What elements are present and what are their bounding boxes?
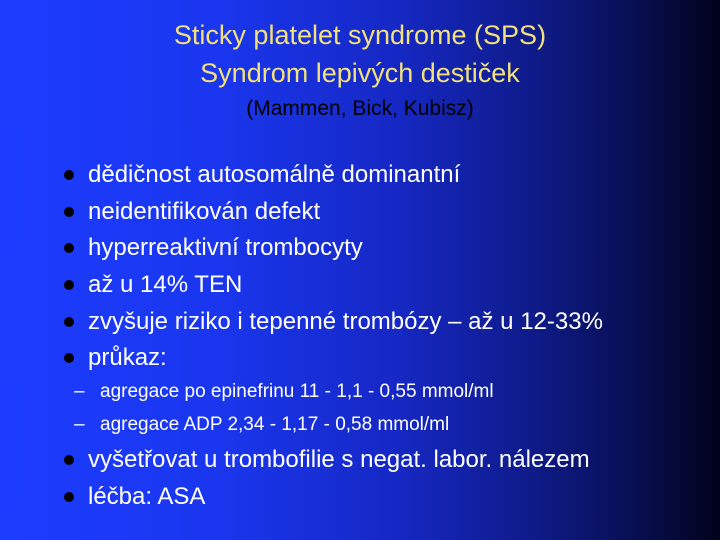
bullet-icon — [64, 243, 74, 253]
list-item-text: léčba: ASA — [88, 483, 206, 510]
dash-icon: – — [74, 414, 85, 435]
list-item — [88, 342, 167, 374]
list-item — [88, 232, 363, 264]
list-item-text: zvyšuje riziko i tepenné trombózy – až u 12-33% — [88, 308, 603, 335]
list-item-text: až u 14% TEN — [88, 271, 243, 298]
slide-title-czech: Syndrom lepivých destiček — [200, 58, 520, 88]
list-item-text: neidentifikován defekt — [88, 198, 321, 225]
bullet-icon — [64, 455, 74, 465]
sub-list-item — [74, 411, 450, 439]
list-item — [88, 159, 460, 191]
dash-icon: – — [74, 381, 85, 402]
sub-list-item — [74, 378, 494, 406]
bullet-icon — [64, 317, 74, 327]
slide-title: Sticky platelet syndrome (SPS) — [173, 20, 547, 50]
list-item-text: vyšetřovat u trombofilie s negat. labor. nálezem — [88, 446, 590, 473]
bullet-icon — [64, 353, 74, 363]
list-item-text: průkaz: — [88, 344, 167, 371]
list-item — [88, 444, 590, 476]
bullet-icon — [64, 207, 74, 217]
list-item — [88, 196, 320, 228]
bullet-icon — [64, 492, 74, 502]
list-item-text: hyperreaktivní trombocyty — [88, 234, 363, 261]
bullet-icon — [64, 280, 74, 290]
sub-list-item-text: agregace ADP 2,34 - 1,17 - 0,58 mmol/ml — [100, 414, 450, 435]
slide-authors: (Mammen, Bick, Kubisz) — [246, 97, 474, 120]
sub-list-item-text: agregace po epinefrinu 11 - 1,1 - 0,55 mmol/ml — [100, 381, 494, 402]
list-item — [88, 269, 242, 301]
bullet-icon — [64, 170, 74, 180]
list-item-text: dědičnost autosomálně dominantní — [88, 161, 461, 188]
list-item — [88, 306, 603, 338]
list-item — [88, 481, 205, 513]
